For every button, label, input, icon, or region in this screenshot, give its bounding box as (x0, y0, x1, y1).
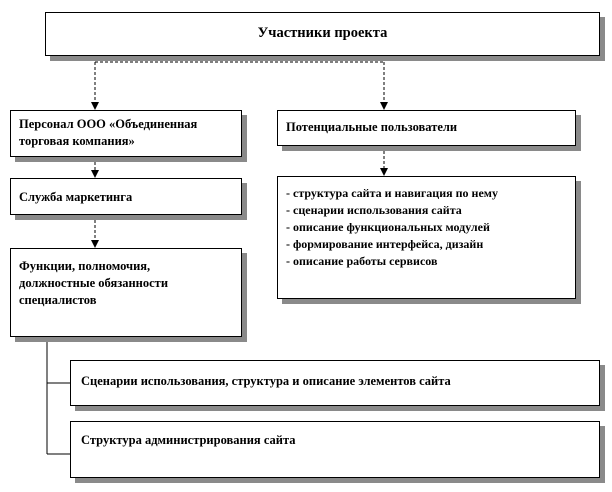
users-box (277, 110, 576, 146)
requirement-item: - сценарии использования сайта (286, 203, 462, 217)
participants-box (45, 12, 600, 56)
arrowhead-marketing (91, 170, 99, 178)
requirement-item: - формирование интерфейса, дизайн (286, 237, 484, 251)
arrowhead-staff (91, 102, 99, 110)
staff-label: Персонал ООО «Объединенная торговая компания» (19, 117, 198, 148)
scenarios-box (70, 360, 600, 406)
requirement-item: - описание работы сервисов (286, 254, 438, 268)
arrowhead-users (380, 102, 388, 110)
scenarios-label: Сценарии использования, структура и описание элементов сайта (81, 374, 451, 388)
admin-box (70, 421, 600, 478)
admin-label: Структура администрирования сайта (81, 433, 296, 447)
marketing-box (10, 178, 242, 215)
users-label: Потенциальные пользователи (286, 120, 458, 134)
requirements-box (277, 176, 576, 299)
participants-label: Участники проекта (257, 25, 388, 41)
requirement-item: - структура сайта и навигация по нему (286, 186, 498, 200)
requirements-list (286, 185, 498, 270)
functions-label: Функции, полномочия, должностные обязанности специалистов (19, 259, 169, 307)
functions-box (10, 248, 242, 337)
requirement-item: - описание функциональных модулей (286, 220, 490, 234)
staff-box (10, 110, 242, 157)
arrowhead-functions (91, 240, 99, 248)
marketing-label: Служба маркетинга (19, 190, 133, 204)
arrowhead-requirements (380, 168, 388, 176)
